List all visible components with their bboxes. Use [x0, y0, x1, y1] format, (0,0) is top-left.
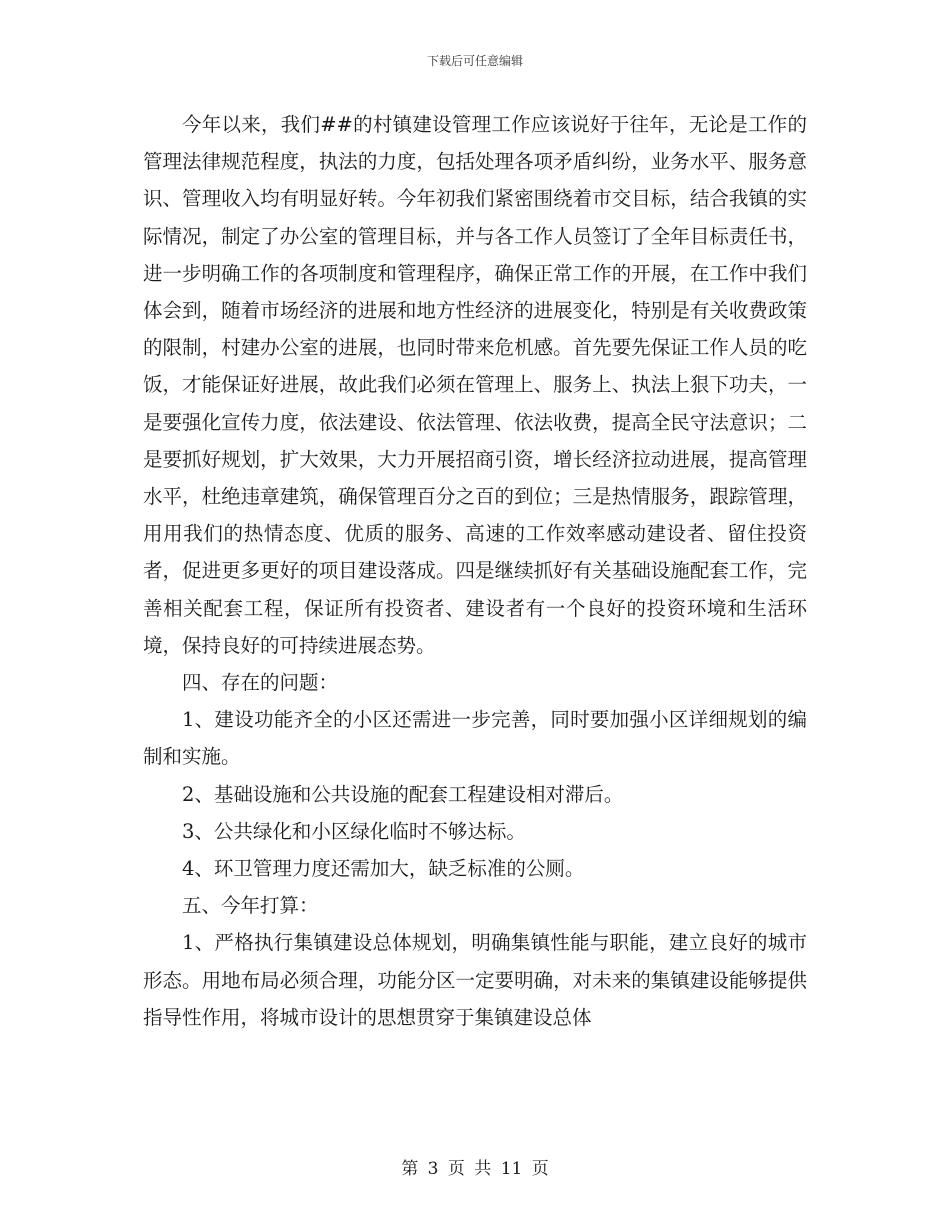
page-header-note: 下载后可任意编辑 [426, 54, 523, 68]
document-body [143, 106, 807, 1036]
list-item-problem-1: 1、建设功能齐全的小区还需进一步完善，同时要加强小区详细规划的编制和实施。 [143, 708, 807, 769]
list-item-problem-3: 3、公共绿化和小区绿化临时不够达标。 [182, 819, 526, 843]
page-number-footer: 第 3 页 共 11 页 [401, 1159, 549, 1179]
section-heading-plans: 五、今年打算： [182, 894, 319, 918]
list-item-problem-2: 2、基础设施和公共设施的配套工程建设相对滞后。 [182, 782, 624, 806]
list-item-problem-4: 4、环卫管理力度还需加大，缺乏标准的公厕。 [182, 857, 585, 881]
list-item-plan-1: 1、严格执行集镇建设总体规划，明确集镇性能与职能，建立良好的城市形态。用地布局必须合理，功能分区一定要明确，对未来的集镇建设能够提供指导性作用，将城市设计的思想贯穿于集镇建设总体 [143, 931, 807, 1029]
paragraph-summary: 今年以来，我们##的村镇建设管理工作应该说好于往年，无论是工作的管理法律规范程度，执法的力度，包括处理各项矛盾纠纷，业务水平、服务意识、管理收入均有明显好转。今年初我们紧密围绕着市交目标，结合我镇的实际情况，制定了办公室的管理目标，并与各工作人员签订了全年目标责任书，进一步明确工作的各项制度和管理程序，确保正常工作的开展，在工作中我们体会到，随着市场经济的进展和地方性经济的进展变化，特别是有关收费政策的限制，村建办公室的进展，也同时带来危机感。首先要先保证工作人员的吃饭，才能保证好进展，故此我们必须在管理上、服务上、执法上狠下功夫，一是要强化宣传力度，依法建设、依法管理、依法收费，提高全民守法意识；二是要抓好规划，扩大效果，大力开展招商引资，增长经济拉动进展，提高管理水平，杜绝违章建筑，确保管理百分之百的到位；三是热情服务，跟踪管理，用用我们的热情态度、优质的服务、高速的工作效率感动建设者、留住投资者，促进更多更好的项目建设落成。四是继续抓好有关基础设施配套工作，完善相关配套工程，保证所有投资者、建设者有一个良好的投资环境和生活环境，保持良好的可持续进展态势。 [143, 113, 807, 657]
section-heading-problems: 四、存在的问题： [182, 671, 339, 695]
